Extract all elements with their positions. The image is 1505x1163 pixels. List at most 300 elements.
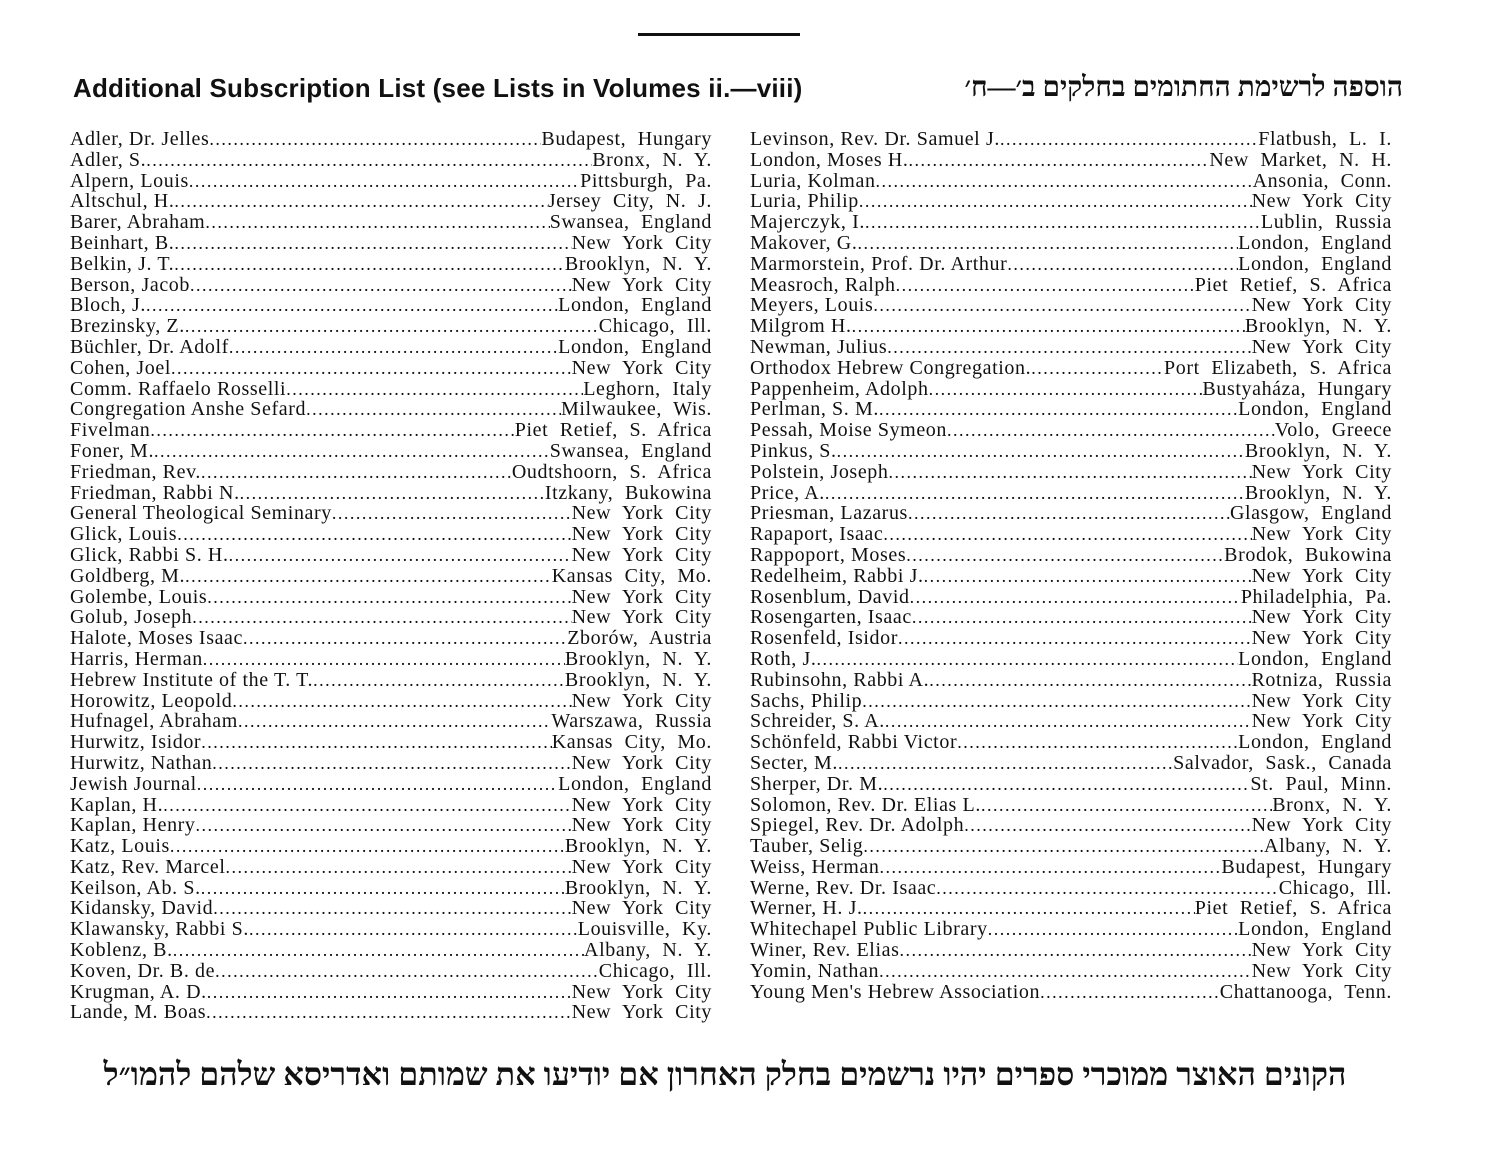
subscriber-place: Kansas City, Mo. [551,731,712,754]
subscriber-place: Brodok, Bukowina [1224,543,1392,566]
subscriber-name: Congregation Anshe Sefard [70,398,307,421]
subscriber-entry [70,587,712,608]
subscriber-place: New York City [1251,564,1392,587]
dot-leader [876,171,1253,192]
subscriber-entry [70,462,712,483]
subscriber-place: London, England [1238,731,1392,754]
dot-leader [205,212,549,233]
subscriber-name: Golembe, Louis [70,585,208,608]
subscriber-name: Adler, Dr. Jelles [70,128,210,150]
subscriber-entry [750,524,1392,545]
subscriber-place: New York City [1251,460,1392,483]
dot-leader [865,212,1261,233]
subscriber-place: London, England [1238,647,1392,670]
dot-leader [174,191,547,212]
subscriber-name: Hufnagel, Abraham [70,710,238,733]
subscriber-entry [750,982,1392,1003]
subscriber-name: Koblenz, B. [70,939,173,962]
subscriber-name: Foner, M. [70,439,155,462]
subscriber-place: New York City [571,585,712,608]
subscriber-place: Bronx, N. Y. [592,148,712,171]
subscriber-entry [70,961,712,982]
subscriber-entry [750,898,1392,919]
subscriber-entry [750,171,1392,192]
subscriber-place: Chattanooga, Tenn. [1219,980,1392,1003]
dot-leader [226,857,572,878]
subscriber-place: London, England [558,294,712,317]
subscriber-name: Orthodox Hebrew Congregation. [750,356,1032,379]
subscriber-place: Chicago, Ill. [598,315,712,338]
subscriber-name: Majerczyk, I. [750,211,865,234]
subscriber-name: Whitechapel Public Library [750,918,988,941]
subscriber-name: Glick, Louis [70,523,178,546]
subscriber-name: Brezinsky, Z. [70,315,185,338]
dot-leader [154,441,550,462]
subscriber-place: Brooklyn, N. Y. [564,876,712,899]
subscriber-place: Oudtshoorn, S. Africa [511,460,712,483]
dot-leader [243,628,567,649]
subscriber-place: Albany, N. Y. [1264,835,1392,858]
dot-leader [936,878,1278,899]
subscriber-entry [70,670,712,691]
subscriber-entry [750,732,1392,753]
subscriber-entry [70,940,712,961]
subscriber-name: Makover, G. [750,231,858,254]
subscriber-entry [70,295,712,316]
subscriber-place: New York City [1251,294,1392,317]
dot-leader [825,483,1245,504]
dot-leader [1040,982,1220,1003]
dot-leader [229,545,572,566]
dot-leader [879,399,1238,420]
subscriber-name: Weiss, Herman [750,855,880,878]
subscriber-place: Port Elizabeth, S. Africa [1164,356,1392,379]
subscriber-name: Adler, S. [70,148,147,171]
subscriber-place: Kansas City, Mo. [551,564,712,587]
subscriber-place: Budapest, Hungary [1221,855,1392,878]
subscriber-name: Solomon, Rev. Dr. Elias L. [750,793,981,816]
subscriber-place: London, England [558,772,712,795]
heading-hebrew: הוספה לרשימת החתומים בחלקים ב׳—ח׳ [964,72,1403,103]
dot-leader [889,462,1252,483]
dot-leader [173,940,584,961]
dot-leader [201,732,551,753]
subscriber-name: Alpern, Louis [70,169,189,192]
dot-leader [240,483,545,504]
subscriber-place: Brooklyn, N. Y. [564,647,712,670]
subscriber-entry [70,254,712,275]
subscriber-name: Milgrom H. [750,315,852,338]
subscriber-name: Sachs, Philip [750,689,863,712]
dot-leader [852,316,1245,337]
dot-leader [906,545,1224,566]
dot-leader [229,337,558,358]
list-heading [73,70,1403,110]
subscriber-entry [70,129,712,150]
subscriber-place: Budapest, Hungary [541,128,712,150]
subscriber-entry [70,628,712,649]
subscriber-name: Friedman, Rabbi N. [70,481,240,504]
subscriber-place: New York City [571,356,712,379]
dot-leader [206,1002,571,1023]
subscriber-entry [70,503,712,524]
subscriber-name: Kidansky, David [70,897,214,920]
subscriber-name: Rosenfeld, Isidor [750,627,898,650]
subscriber-entry [750,191,1392,212]
subscriber-place: New York City [571,751,712,774]
subscriber-place: New York City [1251,190,1392,213]
dot-leader [332,503,572,524]
subscriber-entry [70,732,712,753]
subscriber-name: Roth, J. [750,647,817,670]
subscriber-name: Belkin, J. T. [70,252,175,275]
subscriber-place: London, England [1238,231,1392,254]
subscriber-name: Hurwitz, Nathan [70,751,213,774]
subscriber-entry [750,961,1392,982]
subscriber-name: Sherper, Dr. M. [750,772,884,795]
subscriber-entry [750,940,1392,961]
subscriber-entry [750,836,1392,857]
subscriber-place: New York City [1251,710,1392,733]
subscriber-entry [70,982,712,1003]
dot-leader [146,150,592,171]
subscriber-place: New York City [571,523,712,546]
subscriber-entry [750,462,1392,483]
subscriber-place: Pittsburgh, Pa. [580,169,712,192]
subscriber-entry [750,337,1392,358]
subscriber-place: Piet Retief, S. Africa [514,419,712,442]
subscriber-place: Volo, Greece [1274,419,1392,442]
subscriber-entry [70,649,712,670]
dot-leader [192,607,571,628]
subscriber-name: Fivelman [70,419,151,442]
dot-leader [859,191,1252,212]
subscriber-place: Milwaukee, Wis. [560,398,712,421]
subscriber-entry [750,358,1392,379]
subscriber-place: Rotniza, Russia [1251,668,1392,691]
subscriber-place: Zborów, Austria [567,627,712,650]
subscriber-name: Tauber, Selig [750,835,864,858]
dot-leader [185,316,599,337]
subscriber-name: Schreider, S. A. [750,710,885,733]
subscriber-entry [70,753,712,774]
dot-leader [189,171,580,192]
dot-leader [862,691,1251,712]
subscriber-name: Bloch, J. [70,294,146,317]
dot-leader [957,732,1238,753]
dot-leader [171,358,572,379]
subscriber-name: Glick, Rabbi S. H. [70,543,229,566]
subscriber-name: Kaplan, H. [70,793,164,816]
dot-leader [837,441,1245,462]
dot-leader [313,670,565,691]
subscriber-name: Werne, Rev. Dr. Isaac [750,876,937,899]
subscriber-place: Brooklyn, N. Y. [1244,481,1392,504]
subscriber-name: Katz, Rev. Marcel [70,855,226,878]
subscriber-name: Golub, Joseph [70,606,193,629]
subscriber-entry [70,566,712,587]
subscriber-place: London, England [1238,918,1392,941]
subscriber-place: Chicago, Ill. [598,959,712,982]
subscriber-entry [750,607,1392,628]
dot-leader [863,836,1264,857]
subscriber-place: New York City [571,793,712,816]
subscriber-entry [70,545,712,566]
subscriber-entry [70,483,712,504]
subscriber-place: Louisville, Ky. [577,918,712,941]
dot-leader [1007,254,1238,275]
subscriber-entry [750,379,1392,400]
dot-leader [207,982,572,1003]
subscriber-place: Piet Retief, S. Africa [1194,273,1392,296]
subscriber-place: New York City [571,897,712,920]
subscriber-entry [750,566,1392,587]
subscriber-place: New York City [571,231,712,254]
subscriber-place: Brooklyn, N. Y. [564,668,712,691]
subscriber-name: Barer, Abraham [70,211,206,234]
subscriber-entry [70,857,712,878]
dot-leader [929,670,1251,691]
subscriber-name: Hurwitz, Isidor [70,731,202,754]
subscriber-entry [70,898,712,919]
footer-note: הקונים האוצר ממוכרי ספרים יהיו נרשמים בחלק האחרון אם יודיעו את שמותם ואדריסא שלהם להמו״ל [103,1056,1347,1092]
subscriber-place: Philadelphia, Pa. [1240,585,1392,608]
subscriber-entry [750,399,1392,420]
subscriber-column-right [750,129,1392,1002]
subscriber-entry [750,815,1392,836]
dot-leader [981,795,1272,816]
subscriber-name: Goldberg, M. [70,564,186,587]
subscriber-name: Halote, Moses Isaac [70,627,244,650]
subscriber-entry [750,254,1392,275]
subscriber-entry [70,337,712,358]
subscriber-place: New York City [1251,606,1392,629]
dot-leader [170,836,565,857]
subscriber-name: Friedman, Rev. [70,460,201,483]
subscriber-place: New York City [571,814,712,837]
subscriber-name: Harris, Herman [70,647,203,670]
dot-leader [863,898,1195,919]
subscriber-name: Rubinsohn, Rabbi A. [750,668,930,691]
dot-leader [909,150,1210,171]
dot-leader [887,337,1251,358]
subscriber-name: Luria, Philip [750,190,859,213]
dot-leader [163,795,571,816]
subscriber-name: Price, A. [750,481,825,504]
subscriber-place: New York City [571,689,712,712]
dot-leader [1031,358,1164,379]
dot-leader [203,649,565,670]
subscriber-name: Beinhart, B. [70,231,175,254]
subscriber-name: Comm. Raffaelo Rosselli [70,377,287,400]
dot-leader [857,233,1238,254]
subscriber-name: Kaplan, Henry [70,814,196,837]
subscriber-place: Swansea, England [549,439,712,462]
subscriber-entry [750,420,1392,441]
subscriber-name: Klawansky, Rabbi S. [70,918,249,941]
dot-leader [912,607,1252,628]
dot-leader [146,295,558,316]
subscriber-entry [750,212,1392,233]
subscriber-name: London, Moses H. [750,148,909,171]
subscriber-name: Büchler, Dr. Adolf [70,335,229,358]
dot-leader [177,524,571,545]
subscriber-name: Spiegel, Rev. Dr. Adolph [750,814,965,837]
subscriber-entry [750,150,1392,171]
subscriber-place: Brooklyn, N. Y. [564,252,712,275]
subscriber-name: Lande, M. Boas [70,1001,207,1024]
subscriber-entry [750,275,1392,296]
dot-leader [816,649,1238,670]
subscriber-place: Chicago, Ill. [1278,876,1392,899]
subscriber-place: New York City [1251,939,1392,962]
subscriber-place: Bustyaháza, Hungary [1202,377,1392,400]
subscriber-entry [70,379,712,400]
subscriber-entry [750,649,1392,670]
subscriber-place: St. Paul, Minn. [1250,772,1392,795]
subscriber-place: New York City [1251,335,1392,358]
subscriber-place: New York City [571,502,712,525]
subscriber-place: London, England [1238,398,1392,421]
subscriber-name: Secter, M. [750,751,838,774]
subscriber-entry [70,420,712,441]
subscriber-place: New York City [1251,627,1392,650]
subscriber-entry [750,483,1392,504]
subscriber-entry [70,316,712,337]
dot-leader [197,774,558,795]
subscriber-name: Measroch, Ralph [750,273,896,296]
subscriber-entry [70,607,712,628]
subscriber-name: Pinkus, S. [750,439,837,462]
subscriber-place: Jersey City, N. J. [547,190,712,213]
subscriber-place: New York City [571,980,712,1003]
dot-leader [249,919,578,940]
subscriber-entry [750,233,1392,254]
subscriber-name: Meyers, Louis [750,294,874,317]
subscriber-entry [70,524,712,545]
subscriber-name: Redelheim, Rabbi J. [750,564,924,587]
subscriber-place: New York City [571,606,712,629]
dot-leader [898,628,1252,649]
subscriber-place: Flatbush, L. I. [1258,128,1392,150]
subscriber-place: Albany, N. Y. [584,939,712,962]
dot-leader [190,275,572,296]
subscriber-place: Bronx, N. Y. [1272,793,1392,816]
subscriber-place: New York City [571,855,712,878]
subscriber-name: Krugman, A. D. [70,980,207,1003]
dot-leader [908,503,1230,524]
subscriber-entry [750,795,1392,816]
dot-leader [910,587,1241,608]
subscriber-place: Ansonia, Conn. [1252,169,1392,192]
subscriber-column-left [70,129,712,1023]
subscriber-place: Itzkany, Bukowina [544,481,712,504]
subscriber-name: Altschul, H. [70,190,175,213]
subscriber-place: New Market, N. H. [1209,148,1392,171]
subscriber-place: Brooklyn, N. Y. [564,835,712,858]
subscriber-name: Polstein, Joseph [750,460,889,483]
subscriber-place: Brooklyn, N. Y. [1244,315,1392,338]
subscriber-name: Horowitz, Leopold [70,689,233,712]
subscriber-place: New York City [1251,814,1392,837]
subscriber-entry [750,628,1392,649]
dot-leader [964,815,1251,836]
subscriber-place: Leghorn, Italy [583,377,712,400]
subscriber-entry [750,878,1392,899]
subscriber-name: Pessah, Moise Symeon [750,419,947,442]
subscriber-entry [750,587,1392,608]
subscriber-name: Yomin, Nathan [750,959,880,982]
subscriber-place: Swansea, England [549,211,712,234]
dot-leader [150,420,514,441]
subscriber-place: Lublin, Russia [1260,211,1392,234]
subscriber-name: Keilson, Ab. S. [70,876,201,899]
subscriber-entry [750,503,1392,524]
dot-leader [306,399,561,420]
dot-leader [885,711,1252,732]
subscriber-name: Rappoport, Moses [750,543,907,566]
dot-leader [883,524,1251,545]
subscriber-entry [70,275,712,296]
dot-leader [196,815,572,836]
subscriber-name: Cohen, Joel [70,356,172,379]
subscriber-name: Rapaport, Isaac [750,523,884,546]
subscriber-name: Katz, Louis [70,835,170,858]
subscriber-entry [70,358,712,379]
subscriber-entry [750,857,1392,878]
subscriber-name: Levinson, Rev. Dr. Samuel J. [750,128,1000,150]
subscriber-entry [750,691,1392,712]
subscriber-entry [70,836,712,857]
dot-leader [879,961,1252,982]
subscriber-place: Glasgow, England [1229,502,1392,525]
subscriber-entry [750,441,1392,462]
subscriber-entry [70,795,712,816]
dot-leader [201,462,512,483]
dot-leader [1000,129,1258,150]
dot-leader [947,420,1275,441]
dot-leader [238,711,551,732]
subscriber-name: General Theological Seminary [70,502,332,525]
subscriber-entry [750,711,1392,732]
subscriber-entry [70,691,712,712]
dot-leader [207,587,571,608]
subscriber-entry [750,670,1392,691]
dot-leader [286,379,583,400]
subscriber-entry [70,191,712,212]
subscriber-entry [750,919,1392,940]
subscriber-name: Newman, Julius [750,335,888,358]
dot-leader [209,129,541,150]
subscriber-place: New York City [1251,959,1392,982]
subscriber-name: Marmorstein, Prof. Dr. Arthur [750,252,1008,275]
dot-leader [880,857,1222,878]
subscriber-entry [70,150,712,171]
subscriber-name: Schönfeld, Rabbi Victor [750,731,958,754]
subscriber-entry [70,774,712,795]
subscriber-name: Rosengarten, Isaac [750,606,912,629]
subscriber-name: Priesman, Lazarus [750,502,908,525]
subscriber-entry [70,919,712,940]
subscriber-name: Berson, Jacob [70,273,190,296]
subscriber-place: New York City [571,543,712,566]
dot-leader [232,691,571,712]
dot-leader [896,275,1195,296]
subscriber-name: Winer, Rev. Elias [750,939,900,962]
subscriber-name: Werner, H. J. [750,897,863,920]
subscriber-place: London, England [558,335,712,358]
dot-leader [899,940,1251,961]
